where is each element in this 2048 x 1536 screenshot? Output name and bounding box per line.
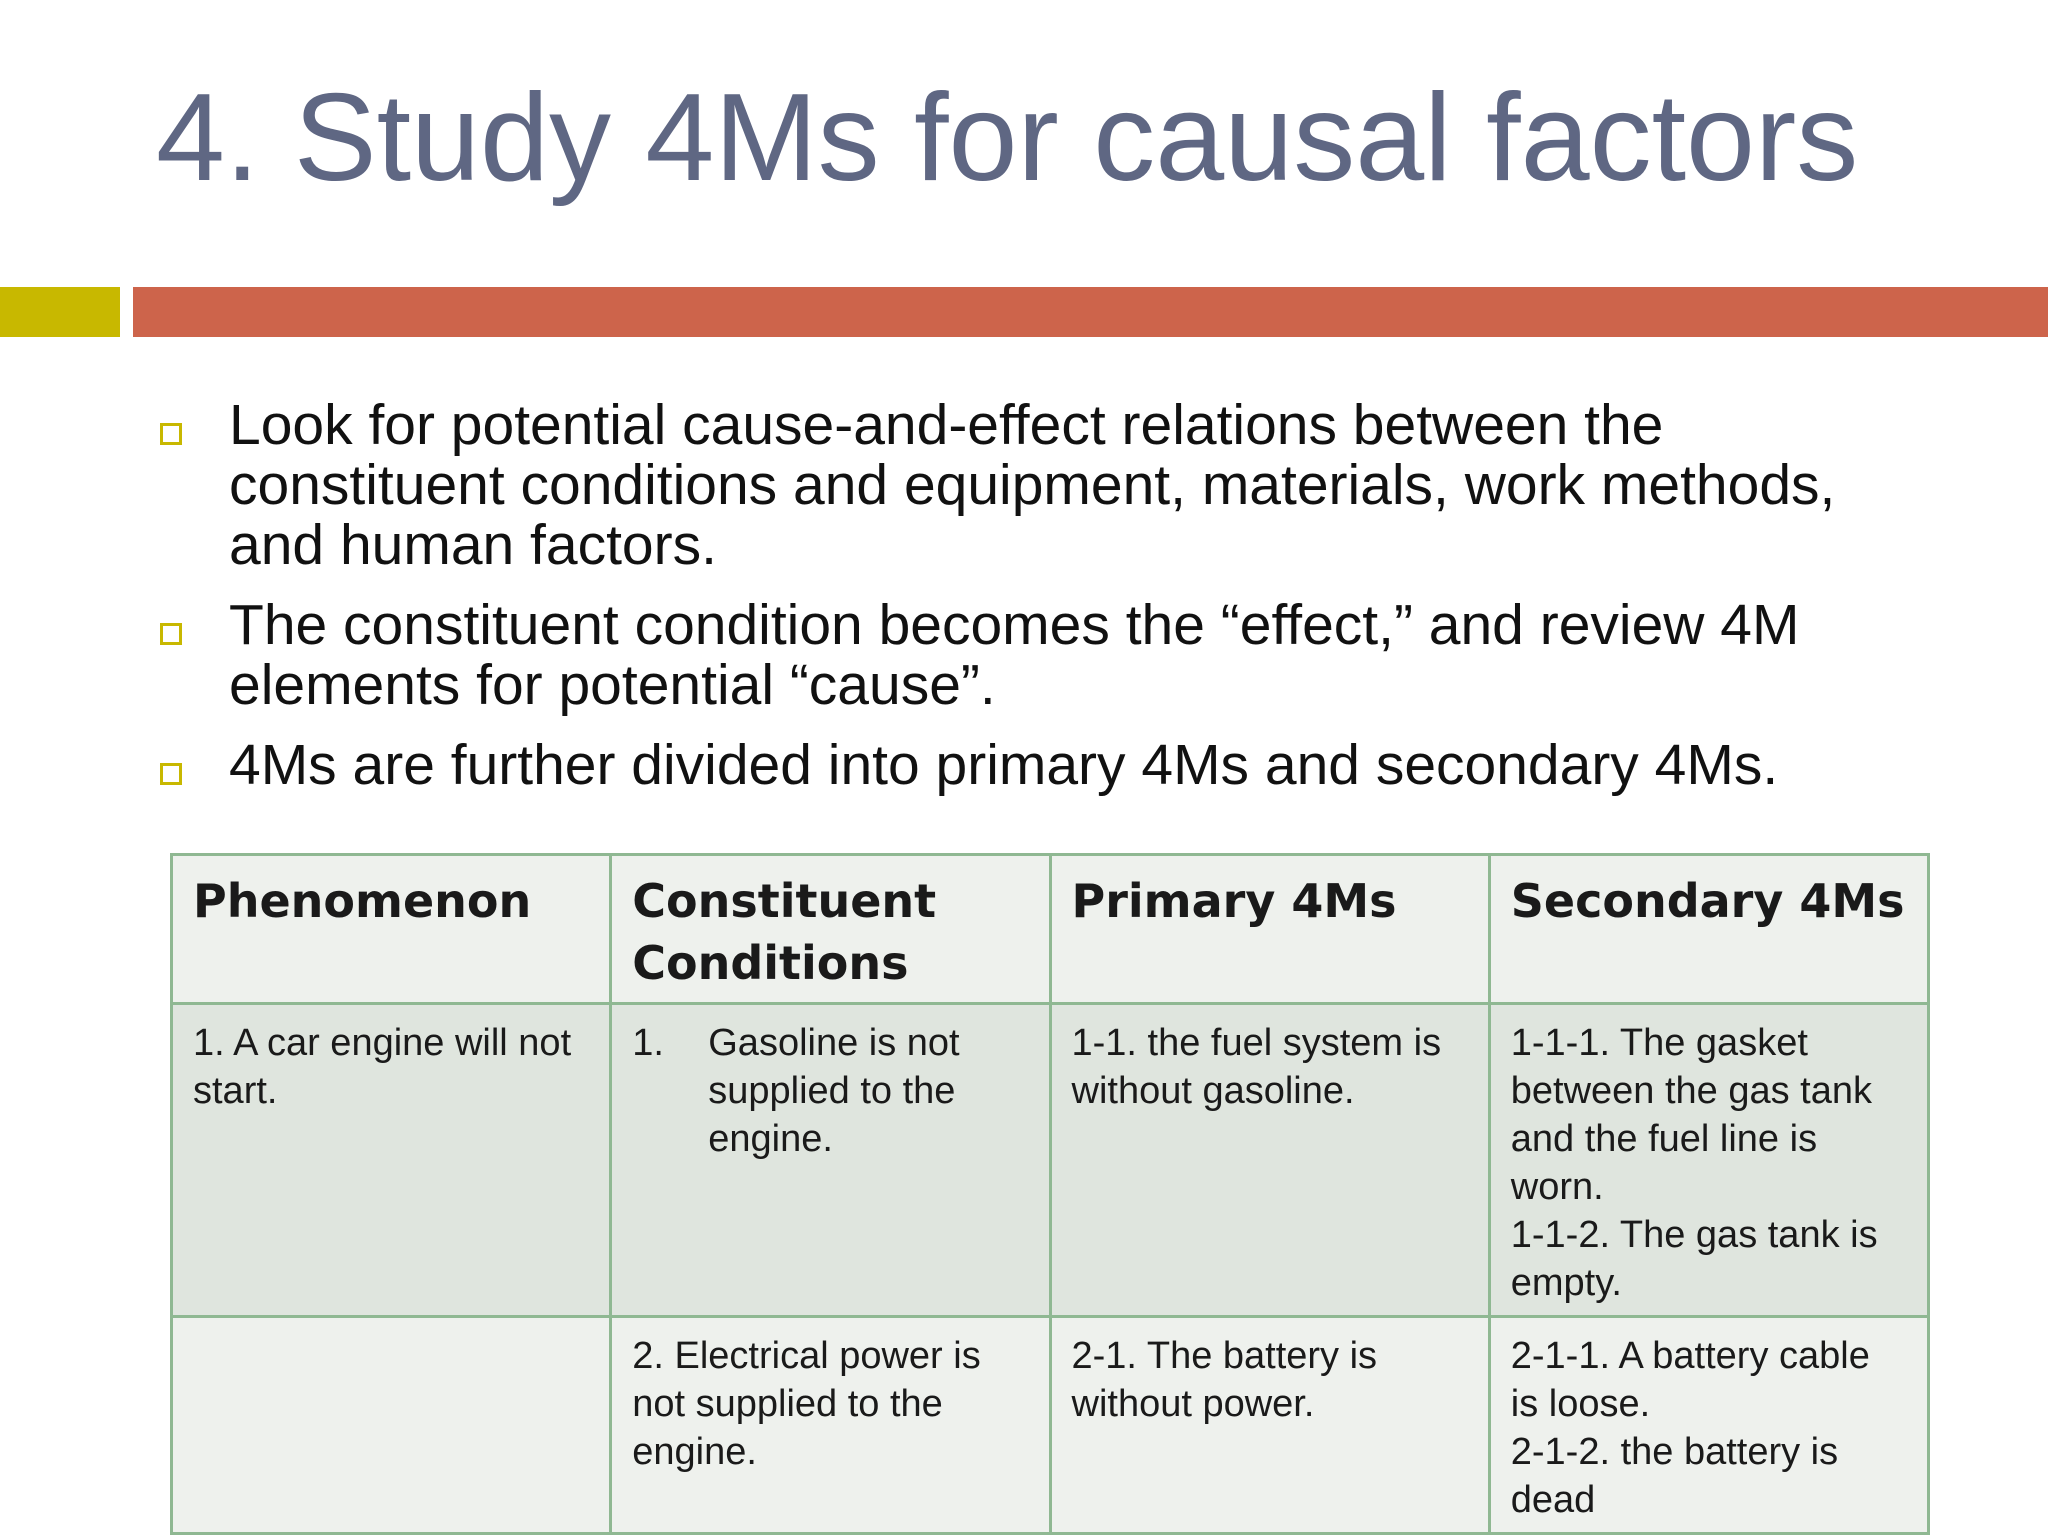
header-constituent-conditions: Constituent Conditions [611,855,1050,1004]
bullet-item [0,595,2048,715]
header-secondary-4ms: Secondary 4Ms [1489,855,1928,1004]
square-bullet-icon [160,423,182,445]
secondary-item: 2-1-1. A battery cable is loose. [1510,1335,1870,1425]
primary-4m-cell: 2-1. The battery is without power. [1050,1317,1489,1534]
square-bullet-icon [160,763,182,785]
phenomenon-cell [172,1317,611,1534]
item-number: 1. [632,1022,664,1064]
header-phenomenon: Phenomenon [172,855,611,1004]
bullet-text: The constituent condition becomes the “effect,” and review 4M elements for potential “cause”. [229,593,1800,717]
condition-text: Gasoline is not supplied to the engine. [708,1022,960,1160]
bullet-item [0,735,2048,795]
phenomenon-cell: 1. A car engine will not start. [172,1004,611,1317]
table-header-row [172,855,1929,1004]
accent-block [0,287,120,337]
bullet-text: Look for potential cause-and-effect relations between the constituent conditions and equipment, materials, work methods, and human factors. [229,393,1836,577]
bullet-text: 4Ms are further divided into primary 4Ms and secondary 4Ms. [229,733,1779,797]
bullet-list [0,395,2048,815]
square-bullet-icon [160,623,182,645]
causal-factors-table [170,853,1930,1535]
bullet-item [0,395,2048,575]
header-primary-4ms: Primary 4Ms [1050,855,1489,1004]
secondary-4m-cell [1489,1317,1928,1534]
secondary-item: 2-1-2. the battery is dead [1510,1431,1839,1521]
constituent-condition-cell [611,1004,1050,1317]
constituent-condition-cell: 2. Electrical power is not supplied to the engine. [611,1317,1050,1534]
secondary-item: 1-1-2. The gas tank is empty. [1510,1214,1878,1304]
secondary-item: 1-1-1. The gasket between the gas tank and the fuel line is worn. [1510,1022,1873,1208]
table-row [172,1317,1929,1534]
numbered-item [632,1019,1028,1163]
primary-4m-cell: 1-1. the fuel system is without gasoline. [1050,1004,1489,1317]
secondary-4m-cell [1489,1004,1928,1317]
accent-bar [133,287,2048,337]
table-row [172,1004,1929,1317]
slide-title: 4. Study 4Ms for causal factors [156,69,1859,207]
